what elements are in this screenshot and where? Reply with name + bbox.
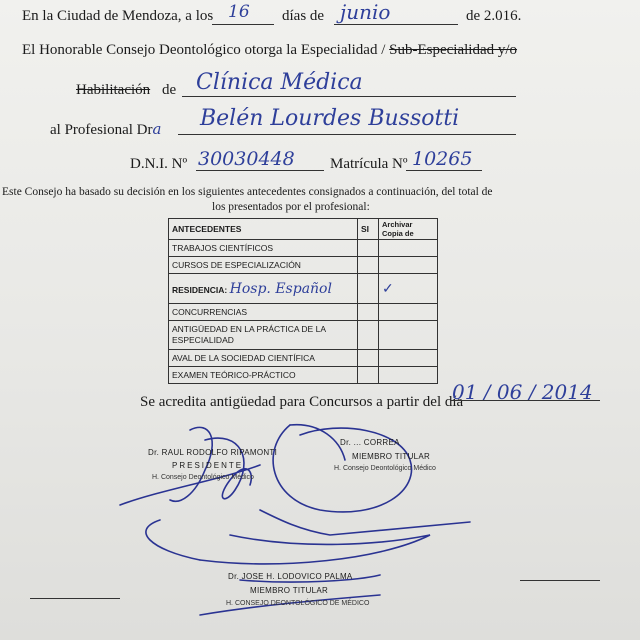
table-row: EXAMEN TEÓRICO-PRÁCTICO <box>169 367 438 384</box>
table-header-si: SI <box>358 219 379 240</box>
table-row: ANTIGÜEDAD EN LA PRÁCTICA DE LA ESPECIALIDAD <box>169 321 438 350</box>
de-label: de <box>162 82 177 98</box>
member1-role: MIEMBRO TITULAR <box>352 452 431 461</box>
antecedentes-table <box>168 218 438 384</box>
statement-line1: Este Consejo ha basado su decisión en los siguientes antecedentes consignados a continuación, del total de <box>2 186 493 198</box>
table-row: RESIDENCIA: Hosp. Español ✓ <box>169 274 438 304</box>
antiguedad-date: 01 / 06 / 2014 <box>452 380 593 404</box>
antiguedad-text: Se acredita antigüedad para Concursos a partir del día <box>140 394 464 410</box>
day-value: 16 <box>228 2 250 22</box>
habilitacion-label: Habilitación <box>76 82 151 98</box>
matricula-label: Matrícula Nº <box>330 156 408 172</box>
president-role: PRESIDENTE <box>172 461 244 470</box>
table-row: TRABAJOS CIENTÍFICOS <box>169 240 438 257</box>
professional-name: Belén Lourdes Bussotti <box>200 106 460 131</box>
dni-value: 30030448 <box>198 148 295 170</box>
specialty-value: Clínica Médica <box>196 70 363 95</box>
president-name: Dr. RAUL RODOLFO RIPAMONTI <box>148 448 278 457</box>
president-org: H. Consejo Deontológico Médico <box>152 474 254 481</box>
member1-name: Dr. ... CORREA <box>340 438 400 447</box>
profesional-label: al Profesional Dra <box>50 120 162 138</box>
table-row: AVAL DE LA SOCIEDAD CIENTÍFICA <box>169 350 438 367</box>
statement-line2: los presentados por el profesional: <box>212 201 370 213</box>
council-text: El Honorable Consejo Deontológico otorga la Especialidad / Sub-Especialidad y/o <box>22 42 518 58</box>
table-row: CONCURRENCIAS <box>169 304 438 321</box>
member2-role: MIEMBRO TITULAR <box>250 586 329 595</box>
table-row: CURSOS DE ESPECIALIZACIÓN <box>169 257 438 274</box>
table-header-copia: Archivar Copia de <box>379 219 438 240</box>
intro-text: En la Ciudad de Mendoza, a los <box>22 8 214 24</box>
year-text: de 2.016. <box>466 8 522 24</box>
member2-org: H. CONSEJO DEONTOLÓGICO DE MÉDICO <box>226 600 370 607</box>
month-value: junio <box>340 0 391 24</box>
table-header-antecedentes: ANTECEDENTES <box>169 219 358 240</box>
member2-name: Dr. JOSE H. LODOVICO PALMA <box>228 572 353 581</box>
member1-org: H. Consejo Deontológico Médico <box>334 465 436 472</box>
dni-label: D.N.I. Nº <box>130 156 188 172</box>
days-word: días de <box>282 8 325 24</box>
matricula-value: 10265 <box>412 148 473 170</box>
